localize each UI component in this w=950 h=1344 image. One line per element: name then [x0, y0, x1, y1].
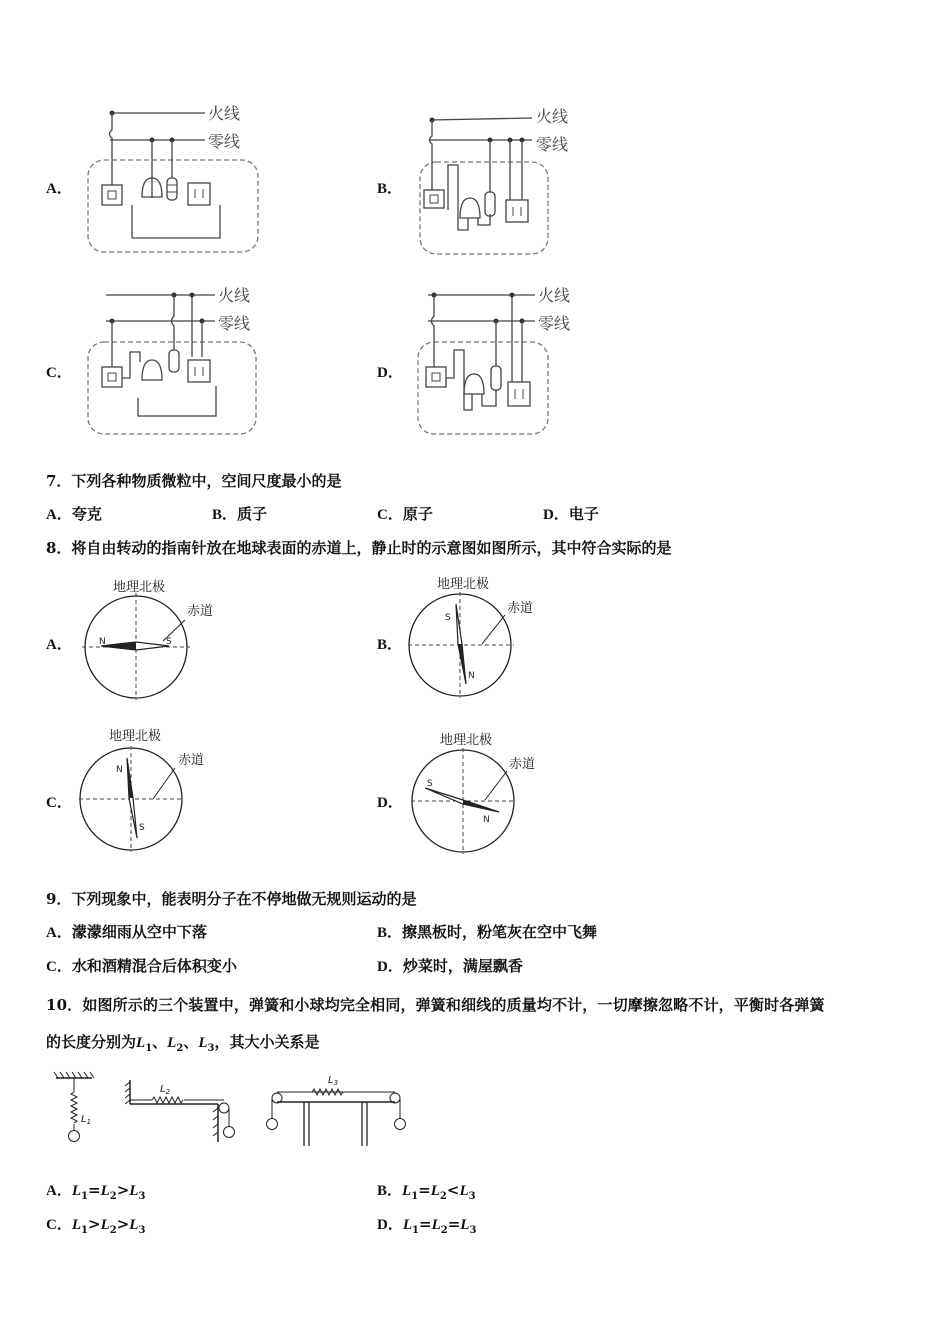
- q10-option-d[interactable]: D．$L_1=L_2=L_3$: [377, 1215, 477, 1236]
- equator-label: 赤道: [507, 601, 534, 616]
- q10-option-a[interactable]: A．$L_1=L_2>L_3$: [46, 1181, 146, 1202]
- fuse-icon: [485, 192, 495, 216]
- socket-icon: [506, 200, 528, 222]
- north-pole-label: 地理北极: [109, 729, 162, 744]
- neutral-wire-label: 零线: [538, 314, 571, 333]
- device-2: [125, 1080, 235, 1142]
- n-label: N: [483, 815, 490, 825]
- q6-option-a-label[interactable]: A．: [46, 181, 72, 197]
- q10-spring-diagrams: [48, 1066, 418, 1148]
- socket-icon: [188, 183, 210, 205]
- q8-option-c-label[interactable]: C．: [46, 795, 72, 811]
- q6-option-c-label[interactable]: C．: [46, 365, 72, 381]
- fuse-icon: [167, 178, 177, 200]
- q6-option-b-label[interactable]: B．: [377, 181, 403, 197]
- q9-stem: 9．下列现象中，能表明分子在不停地做无规则运动的是: [46, 890, 417, 908]
- fuse-icon: [491, 366, 501, 390]
- q6-option-d-label[interactable]: D．: [377, 365, 403, 381]
- q7-option-c[interactable]: C．原子: [377, 505, 433, 523]
- q10-option-c[interactable]: C．$L_1>L_2>L_3$: [46, 1215, 146, 1236]
- fuse-icon: [169, 350, 179, 372]
- live-wire-label: 火线: [536, 107, 569, 126]
- q8-compass-d: [405, 728, 565, 858]
- q6-circuit-d: [410, 282, 610, 442]
- q8-compass-a: [75, 575, 235, 705]
- lamp-icon: [142, 360, 162, 380]
- q8-option-d-label[interactable]: D．: [377, 795, 403, 811]
- equator-label: 赤道: [509, 757, 536, 772]
- live-wire-label: 火线: [218, 286, 251, 305]
- n-label: N: [99, 637, 106, 647]
- svg-text:L3: $L_3$: [328, 1075, 339, 1087]
- device-3: [267, 1075, 406, 1146]
- q6-circuit-c: [80, 282, 280, 442]
- svg-text:L2: $L_2$: [160, 1084, 171, 1096]
- lamp-icon: [464, 374, 484, 394]
- neutral-wire-label: 零线: [218, 314, 251, 333]
- q6-circuit-b: [410, 100, 610, 260]
- neutral-wire-label: 零线: [208, 132, 241, 151]
- north-pole-label: 地理北极: [113, 580, 166, 595]
- device-1: [54, 1072, 94, 1142]
- q9-option-d[interactable]: D．炒菜时，满屋飘香: [377, 957, 523, 975]
- s-label: S: [166, 637, 172, 647]
- q8-compass-c: [75, 726, 235, 856]
- q7-stem: 7．下列各种物质微粒中，空间尺度最小的是: [46, 472, 342, 490]
- q7-option-b[interactable]: B．质子: [212, 505, 268, 523]
- q9-option-a[interactable]: A．濛濛细雨从空中下落: [46, 923, 207, 941]
- s-label: S: [427, 779, 433, 789]
- svg-text:L1: $L_1$: [81, 1114, 92, 1126]
- q9-option-b[interactable]: B．擦黑板时，粉笔灰在空中飞舞: [377, 923, 598, 941]
- s-label: S: [139, 823, 145, 833]
- n-label: N: [116, 765, 123, 775]
- q10-stem-line1: 10．如图所示的三个装置中，弹簧和小球均完全相同，弹簧和细线的质量均不计，一切摩擦忽略不计，平衡时各弹簧: [46, 996, 825, 1014]
- equator-label: 赤道: [178, 753, 205, 768]
- q8-option-a-label[interactable]: A．: [46, 637, 72, 653]
- q8-stem: 8．将自由转动的指南针放在地球表面的赤道上，静止时的示意图如图所示，其中符合实际的是: [46, 539, 672, 557]
- switch-icon: [102, 185, 122, 205]
- socket-icon: [508, 382, 530, 406]
- q7-option-a[interactable]: A．夸克: [46, 505, 102, 523]
- socket-icon: [188, 360, 210, 382]
- live-wire-label: 火线: [208, 104, 241, 123]
- s-label: S: [445, 613, 451, 623]
- switch-icon: [424, 190, 444, 208]
- north-pole-label: 地理北极: [440, 733, 493, 748]
- q8-option-b-label[interactable]: B．: [377, 637, 403, 653]
- north-pole-label: 地理北极: [437, 577, 490, 592]
- switch-icon: [102, 367, 122, 387]
- q8-compass-b: [400, 572, 560, 702]
- lamp-icon: [460, 198, 480, 218]
- live-wire-label: 火线: [538, 286, 571, 305]
- q7-option-d[interactable]: D．电子: [543, 505, 599, 523]
- equator-label: 赤道: [187, 604, 214, 619]
- q10-stem-line2: 的长度分别为$L_1$、$L_2$、$L_3$，其大小关系是: [46, 1033, 320, 1054]
- neutral-wire-label: 零线: [536, 135, 569, 154]
- q10-option-b[interactable]: B．$L_1=L_2<L_3$: [377, 1181, 476, 1202]
- switch-icon: [426, 367, 446, 387]
- q6-circuit-a: [80, 100, 280, 260]
- n-label: N: [468, 671, 475, 681]
- q9-option-c[interactable]: C．水和酒精混合后体积变小: [46, 957, 237, 975]
